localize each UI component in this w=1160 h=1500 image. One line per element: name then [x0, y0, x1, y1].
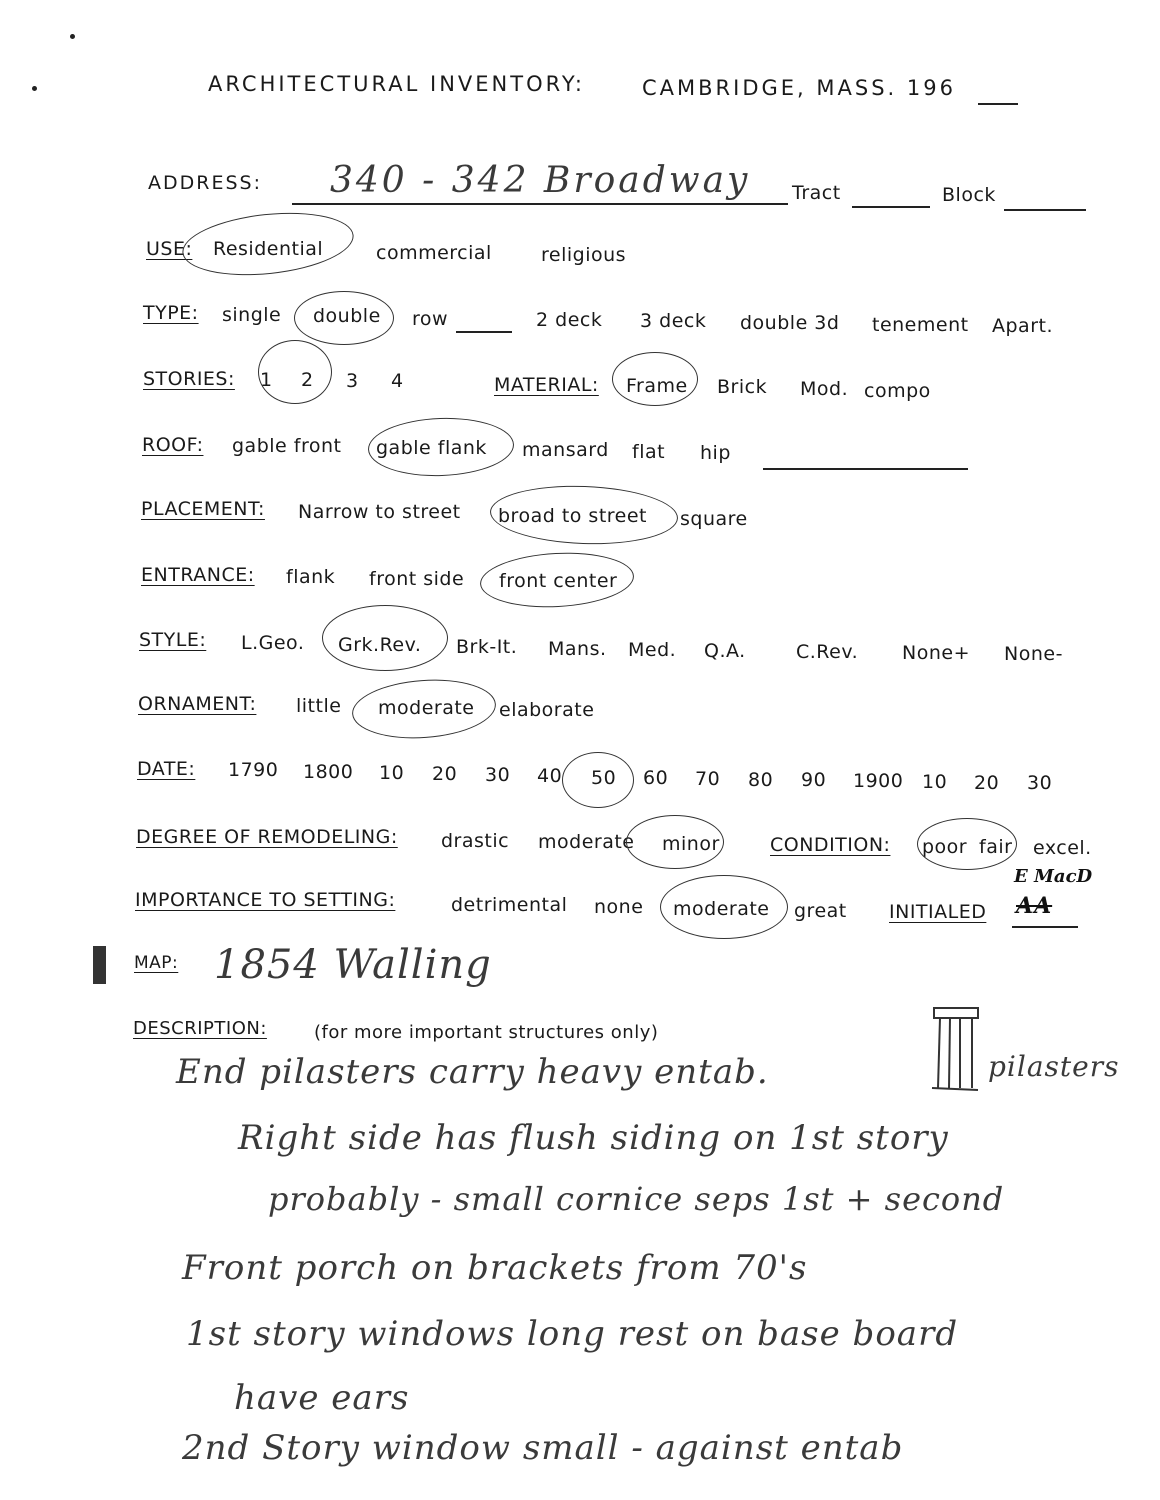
remodeling-selection-circle	[626, 815, 724, 869]
stories-option-1: 1	[260, 369, 273, 391]
type-option-3-deck: 3 deck	[640, 310, 707, 332]
date-label: DATE:	[137, 758, 196, 780]
date-option-30: 30	[485, 764, 511, 786]
entrance-selection-circle	[479, 549, 636, 611]
importance-option-detrimental: detrimental	[451, 894, 568, 916]
description-line-7: 2nd Story window small - against entab	[182, 1428, 904, 1468]
date-option-60: 60	[643, 767, 669, 789]
ornament-label: ORNAMENT:	[138, 693, 257, 715]
importance-option-great: great	[794, 900, 847, 922]
condition-option-poor: poor	[922, 836, 968, 858]
use-option-commercial: commercial	[376, 242, 492, 264]
description-line-3: probably - small cornice seps 1st + second	[268, 1180, 1005, 1218]
placement-option-square: square	[680, 508, 748, 530]
block-line	[1004, 209, 1086, 211]
roof-option-flat: flat	[632, 441, 666, 463]
stories-option-4: 4	[391, 370, 404, 392]
use-option-residential: Residential	[213, 238, 324, 260]
ornament-option-elaborate: elaborate	[499, 699, 595, 721]
roof-other-line	[763, 468, 968, 470]
style-option-mans: Mans.	[548, 638, 607, 660]
description-line-1: End pilasters carry heavy entab.	[176, 1052, 769, 1092]
map-label: MAP:	[134, 953, 179, 973]
date-selection-circle	[562, 752, 634, 808]
date-option-1900: 1900	[853, 770, 904, 792]
scan-speck	[70, 34, 75, 39]
description-line-4: Front porch on brackets from 70's	[182, 1248, 808, 1288]
year-blank-line	[978, 103, 1018, 105]
type-option-row: row	[412, 308, 449, 330]
roof-label: ROOF:	[142, 434, 204, 456]
date-option-1920: 20	[974, 772, 1000, 794]
map-marker	[93, 946, 106, 984]
block-label: Block	[942, 184, 996, 206]
type-option-apart: Apart.	[992, 315, 1054, 337]
material-option-brick: Brick	[717, 376, 768, 398]
map-value: 1854 Walling	[214, 942, 492, 988]
roof-option-hip: hip	[700, 442, 731, 464]
sketch-label: pilasters	[988, 1050, 1120, 1083]
form-title-place: CAMBRIDGE, MASS. 196	[642, 76, 956, 100]
entrance-label: ENTRANCE:	[141, 564, 255, 586]
condition-label: CONDITION:	[770, 834, 891, 856]
initialed-value: E MacD	[1014, 866, 1093, 887]
condition-selection-circle	[917, 818, 1017, 870]
ornament-option-moderate: moderate	[378, 697, 475, 719]
style-option-lgeo: L.Geo.	[241, 632, 305, 654]
style-option-grkrev: Grk.Rev.	[338, 634, 422, 656]
type-option-tenement: tenement	[872, 314, 969, 336]
stories-option-3: 3	[346, 370, 359, 392]
placement-selection-circle	[489, 483, 679, 548]
date-option-1800: 1800	[303, 761, 354, 783]
importance-option-moderate: moderate	[673, 898, 770, 920]
date-option-50: 50	[591, 767, 617, 789]
type-option-double-3d: double 3d	[740, 312, 840, 334]
date-option-70: 70	[695, 768, 721, 790]
stories-option-2: 2	[301, 369, 314, 391]
address-line	[292, 203, 788, 205]
form-title: ARCHITECTURAL INVENTORY:	[208, 72, 585, 96]
date-option-10: 10	[379, 762, 405, 784]
style-selection-circle	[322, 605, 448, 671]
roof-selection-circle	[367, 415, 515, 478]
scan-speck	[32, 86, 37, 91]
tract-line	[852, 206, 930, 208]
type-row-line	[456, 331, 512, 333]
placement-label: PLACEMENT:	[141, 498, 265, 520]
date-option-80: 80	[748, 769, 774, 791]
initialed-label: INITIALED	[889, 901, 987, 923]
style-option-qa: Q.A.	[704, 640, 746, 662]
style-option-med: Med.	[628, 639, 677, 661]
remodeling-option-moderate: moderate	[538, 831, 635, 853]
use-selection-circle	[179, 205, 356, 283]
entrance-option-front-side: front side	[369, 568, 465, 590]
material-label: MATERIAL:	[494, 374, 599, 396]
initialed-line	[1012, 926, 1078, 928]
use-option-religious: religious	[541, 244, 627, 266]
stories-selection-circle	[258, 340, 332, 404]
remodeling-option-minor: minor	[662, 833, 720, 855]
date-option-1790: 1790	[228, 759, 279, 781]
description-line-2: Right side has flush siding on 1st story	[238, 1118, 949, 1158]
tract-label: Tract	[792, 182, 841, 204]
type-option-double: double	[313, 305, 381, 327]
roof-option-gable-front: gable front	[232, 435, 342, 457]
date-option-20: 20	[432, 763, 458, 785]
stories-label: STORIES:	[143, 368, 235, 390]
ornament-option-little: little	[296, 695, 342, 717]
type-option-single: single	[222, 304, 282, 326]
condition-option-excel: excel.	[1033, 837, 1092, 859]
date-option-40: 40	[537, 765, 563, 787]
importance-selection-circle	[660, 875, 788, 939]
remodeling-label: DEGREE OF REMODELING:	[136, 826, 398, 848]
type-option-2-deck: 2 deck	[536, 309, 603, 331]
description-note: (for more important structures only)	[314, 1022, 659, 1043]
entrance-option-front-center: front center	[499, 570, 618, 592]
description-line-6: have ears	[234, 1378, 410, 1418]
address-label: ADDRESS:	[148, 172, 262, 194]
entrance-option-flank: flank	[286, 566, 336, 588]
use-label: USE:	[146, 238, 193, 260]
roof-option-mansard: mansard	[522, 439, 609, 461]
placement-option-narrow: Narrow to street	[298, 501, 461, 523]
roof-option-gable-flank: gable flank	[376, 437, 487, 459]
style-option-none-plus: None+	[902, 642, 970, 664]
remodeling-option-drastic: drastic	[441, 830, 510, 852]
material-option-compo: compo	[864, 380, 931, 402]
description-line-5: 1st story windows long rest on base board	[186, 1314, 959, 1354]
importance-option-none: none	[594, 896, 644, 918]
initialed-crossed: AA	[1016, 893, 1053, 919]
pilaster-sketch-icon	[928, 1004, 988, 1096]
importance-label: IMPORTANCE TO SETTING:	[135, 889, 396, 911]
description-label: DESCRIPTION:	[133, 1018, 267, 1039]
style-option-crev: C.Rev.	[796, 641, 859, 663]
date-option-90: 90	[801, 769, 827, 791]
ornament-selection-circle	[350, 675, 498, 743]
date-option-1910: 10	[922, 771, 948, 793]
type-selection-circle	[294, 291, 394, 345]
material-option-mod: Mod.	[800, 378, 849, 400]
material-option-frame: Frame	[626, 375, 688, 397]
condition-option-fair: fair	[979, 836, 1013, 858]
placement-option-broad: broad to street	[498, 505, 648, 527]
style-option-none-minus: None-	[1004, 643, 1063, 665]
style-label: STYLE:	[139, 629, 207, 651]
material-selection-circle	[612, 352, 698, 406]
type-label: TYPE:	[143, 302, 199, 324]
date-option-1930: 30	[1027, 772, 1053, 794]
address-value: 340 - 342 Broadway	[330, 160, 751, 201]
style-option-brkit: Brk-It.	[456, 636, 518, 658]
